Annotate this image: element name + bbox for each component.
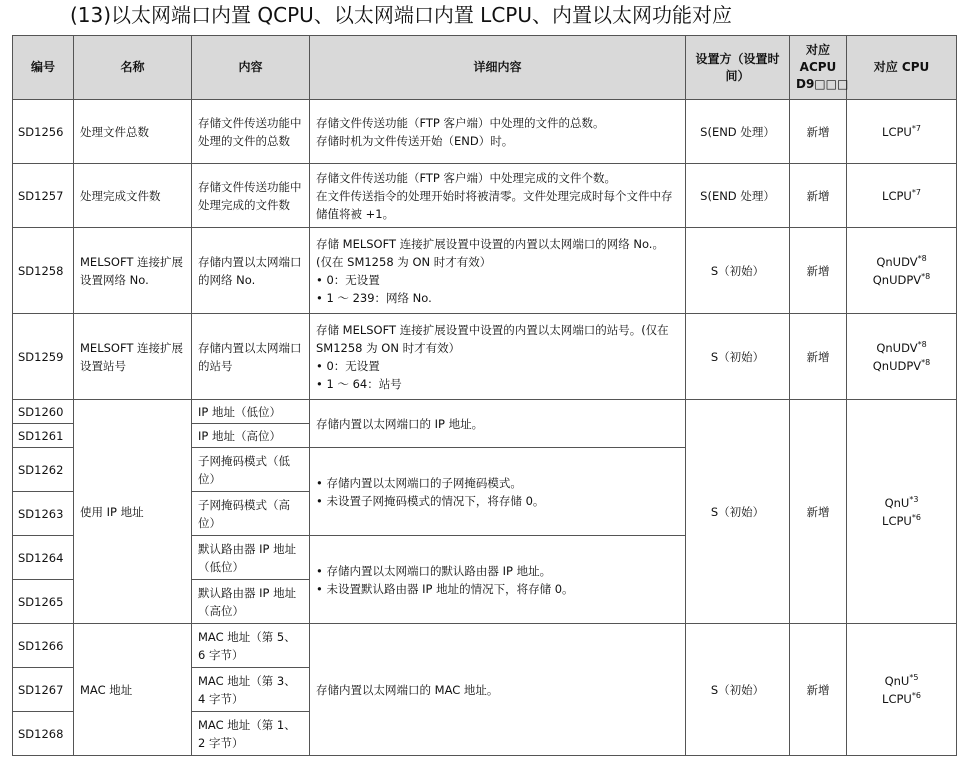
cpu-label: LCPU — [882, 691, 912, 706]
register-content: 存储文件传送功能中处理完成的文件数 — [192, 164, 310, 228]
cpu-label: QnUDV — [876, 254, 918, 269]
cpu-label: QnU — [884, 673, 910, 688]
header-detail: 详细内容 — [310, 36, 686, 100]
register-no: SD1258 — [13, 228, 74, 314]
register-detail — [310, 100, 686, 164]
register-content: MAC 地址（第 1、2 字节） — [192, 712, 310, 756]
register-acpu: 新增 — [790, 624, 847, 756]
register-cpu — [847, 624, 957, 756]
register-detail: 存储内置以太网端口的 MAC 地址。 — [310, 624, 686, 756]
detail-line: • 0：无设置 — [316, 272, 380, 287]
cpu-footnote: *3 — [909, 494, 919, 504]
register-content: MAC 地址（第 5、6 字节） — [192, 624, 310, 668]
detail-line: • 未设置子网掩码模式的情况下，将存储 0。 — [316, 493, 545, 508]
register-setter: S(END 处理） — [686, 100, 790, 164]
cpu-label: QnU — [884, 495, 910, 510]
cpu-label: LCPU — [882, 124, 912, 139]
register-detail — [310, 314, 686, 400]
register-detail — [310, 164, 686, 228]
header-no: 编号 — [13, 36, 74, 100]
table-row — [13, 400, 957, 424]
table-row — [13, 314, 957, 400]
detail-line: 存储时机为文件传送开始（END）时。 — [316, 133, 514, 148]
register-content: 存储内置以太网端口的网络 No. — [192, 228, 310, 314]
cpu-label: LCPU — [882, 188, 912, 203]
register-name: 处理文件总数 — [74, 100, 192, 164]
detail-line: 在文件传送指令的处理开始时将被清零。文件处理完成时每个文件中存储值将被 +1。 — [316, 188, 673, 221]
register-content: 存储文件传送功能中处理的文件的总数 — [192, 100, 310, 164]
header-acpu: 对应 ACPU D9□□□ — [790, 36, 847, 100]
cpu-label: LCPU — [882, 513, 912, 528]
register-detail — [310, 536, 686, 624]
cpu-footnote: *8 — [921, 357, 931, 367]
cpu-footnote: *6 — [911, 512, 921, 522]
register-no: SD1268 — [13, 712, 74, 756]
cpu-footnote: *7 — [911, 187, 921, 197]
table-row — [13, 228, 957, 314]
register-no: SD1264 — [13, 536, 74, 580]
register-no: SD1260 — [13, 400, 74, 424]
register-setter: S（初始） — [686, 228, 790, 314]
header-row — [13, 36, 957, 100]
cpu-footnote: *6 — [911, 690, 921, 700]
cpu-label: QnUDV — [876, 340, 918, 355]
register-content: 子网掩码模式（高位） — [192, 492, 310, 536]
register-no: SD1257 — [13, 164, 74, 228]
register-content: 存储内置以太网端口的站号 — [192, 314, 310, 400]
special-register-table — [12, 35, 957, 756]
header-name: 名称 — [74, 36, 192, 100]
table-row — [13, 624, 957, 668]
table-row — [13, 164, 957, 228]
register-acpu: 新增 — [790, 164, 847, 228]
register-acpu: 新增 — [790, 100, 847, 164]
header-content: 内容 — [192, 36, 310, 100]
detail-line: 存储 MELSOFT 连接扩展设置中设置的内置以太网端口的网络 No.。(仅在 SM1258 为 ON 时才有效） — [316, 236, 664, 269]
detail-line: • 存储内置以太网端口的默认路由器 IP 地址。 — [316, 563, 552, 578]
register-cpu — [847, 228, 957, 314]
detail-line: • 1 ～ 239：网络 No. — [316, 290, 432, 305]
register-cpu — [847, 100, 957, 164]
detail-line: 存储文件传送功能（FTP 客户端）中处理的文件的总数。 — [316, 115, 605, 130]
header-setter: 设置方（设置时间） — [686, 36, 790, 100]
register-cpu — [847, 314, 957, 400]
detail-line: 存储 MELSOFT 连接扩展设置中设置的内置以太网端口的站号。(仅在 SM1258 为 ON 时才有效） — [316, 322, 669, 355]
register-content: 默认路由器 IP 地址（低位） — [192, 536, 310, 580]
register-name: MAC 地址 — [74, 624, 192, 756]
register-no: SD1266 — [13, 624, 74, 668]
detail-line: • 0：无设置 — [316, 358, 380, 373]
register-content: IP 地址（低位） — [192, 400, 310, 424]
register-detail — [310, 228, 686, 314]
register-content: 默认路由器 IP 地址（高位） — [192, 580, 310, 624]
register-setter: S（初始） — [686, 314, 790, 400]
register-no: SD1256 — [13, 100, 74, 164]
header-cpu: 对应 CPU — [847, 36, 957, 100]
register-acpu: 新增 — [790, 314, 847, 400]
register-setter: S（初始） — [686, 400, 790, 624]
cpu-footnote: *7 — [911, 123, 921, 133]
register-no: SD1261 — [13, 424, 74, 448]
cpu-footnote: *8 — [917, 253, 927, 263]
cpu-label: QnUDPV — [872, 272, 922, 287]
register-no: SD1259 — [13, 314, 74, 400]
cpu-footnote: *8 — [917, 339, 927, 349]
register-name: MELSOFT 连接扩展设置网络 No. — [74, 228, 192, 314]
register-no: SD1262 — [13, 448, 74, 492]
register-detail — [310, 448, 686, 536]
detail-line: • 1 ～ 64：站号 — [316, 376, 402, 391]
register-detail: 存储内置以太网端口的 IP 地址。 — [310, 400, 686, 448]
detail-line: • 未设置默认路由器 IP 地址的情况下，将存储 0。 — [316, 581, 574, 596]
register-acpu: 新增 — [790, 228, 847, 314]
register-content: IP 地址（高位） — [192, 424, 310, 448]
table-row — [13, 100, 957, 164]
register-cpu — [847, 164, 957, 228]
register-cpu — [847, 400, 957, 624]
detail-line: • 存储内置以太网端口的子网掩码模式。 — [316, 475, 522, 490]
register-name: 处理完成文件数 — [74, 164, 192, 228]
register-setter: S(END 处理） — [686, 164, 790, 228]
cpu-footnote: *8 — [921, 271, 931, 281]
register-setter: S（初始） — [686, 624, 790, 756]
register-no: SD1267 — [13, 668, 74, 712]
register-no: SD1265 — [13, 580, 74, 624]
register-content: MAC 地址（第 3、4 字节） — [192, 668, 310, 712]
cpu-label: QnUDPV — [872, 358, 922, 373]
register-acpu: 新增 — [790, 400, 847, 624]
register-no: SD1263 — [13, 492, 74, 536]
cpu-footnote: *5 — [909, 672, 919, 682]
register-name: MELSOFT 连接扩展设置站号 — [74, 314, 192, 400]
detail-line: 存储文件传送功能（FTP 客户端）中处理完成的文件个数。 — [316, 170, 617, 185]
section-title: (13)以太网端口内置 QCPU、以太网端口内置 LCPU、内置以太网功能对应 — [70, 3, 732, 27]
register-content: 子网掩码模式（低位） — [192, 448, 310, 492]
register-name: 使用 IP 地址 — [74, 400, 192, 624]
